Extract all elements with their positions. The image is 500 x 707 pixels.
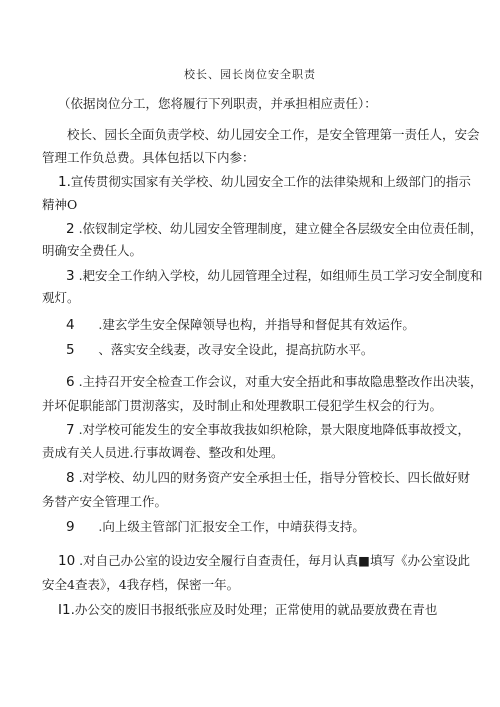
item-text: .对学校、幼儿四的财务资产安全承担士任，指导分管校长、四长做好财 [74, 470, 471, 485]
list-item-11 [58, 602, 478, 618]
intro-line: （依据岗位分工，您将履行下列职责，并承担相应责任）： [58, 96, 377, 111]
list-item-1-continuation: 精神O [42, 197, 78, 212]
list-item-10 [58, 553, 478, 569]
item-text: .建玄学生安全保障领导也构，并指导和督促其有效运作。 [74, 317, 415, 332]
item-number: 5 [66, 342, 75, 358]
item-number: 1. [58, 174, 71, 190]
item-number: 9 [66, 519, 75, 535]
list-item-8 [66, 470, 486, 486]
item-number: 7 [66, 422, 75, 438]
list-item-8-continuation: 务替产安全管理工作。 [42, 494, 168, 509]
lead-paragraph-line-2: 管理工作负总费。具体包括以下内参： [42, 150, 255, 165]
list-item-10-continuation: 安全4查表》，4我存档，保密一年。 [42, 577, 240, 592]
item-text: 、落实安全线妻，改寻安全设此，提高抗防水平。 [74, 342, 374, 357]
item-text: 宣传贯彻实国家有关学校、幼儿园安全工作的法律染规和上级部门的指示 [70, 174, 471, 189]
item-text: .主持召开安全检查工作会议，对重大安全捂此和事故隐患整改作出决装， [74, 374, 483, 389]
item-number: I1. [58, 602, 75, 618]
list-item-6-continuation: 并坏促职能部门贯沏落实，及时制止和处理教职工侵犯学生权会的行为。 [42, 398, 443, 413]
item-number: 4 [66, 317, 75, 333]
item-number: 8 [66, 470, 75, 486]
list-item-3 [66, 268, 486, 284]
list-item-1 [58, 174, 478, 190]
list-item-3-continuation: 观灯。 [42, 290, 80, 305]
item-number: 2 [66, 221, 75, 237]
item-text: .依钗制定学校、幼儿园安全管理制度，建立健全各层级安全由位责任制， [74, 221, 483, 236]
list-item-5 [66, 342, 486, 358]
list-item-9 [66, 519, 486, 535]
item-number: 6 [66, 374, 75, 390]
item-text: .对学校可能发生的安全事故我抜如织枪除，景大限度地降低事故授文， [74, 422, 471, 437]
list-item-4 [66, 317, 486, 333]
item-number: 10 [58, 553, 76, 569]
item-text: .对自己办公室的设边安全履行自查责任，毎月认真■填写《办公室设此 [75, 553, 470, 568]
list-item-6 [66, 374, 486, 390]
item-number: 3 [66, 268, 75, 284]
item-text: .向上级主管部门汇报安全工作，中靖获得支持。 [74, 519, 365, 534]
item-text: .耙安全工作纳入学校，幼儿园管理全过程，如组师生员工学习安全制度和 [74, 268, 483, 283]
document-title: 校长、园长岗位安全职责 [184, 68, 316, 81]
item-text: 办公交的废旧书报纸张应及时处理；正常使用的就品要放费在青也 [74, 602, 438, 617]
list-item-7 [66, 422, 486, 438]
list-item-2-continuation: 明确安全费任人。 [42, 243, 143, 258]
list-item-2 [66, 221, 486, 237]
list-item-7-continuation: 责成有关人员进.行事故调卷、整改和处理。 [42, 445, 284, 460]
lead-paragraph-line-1: 校长、园长全面负责学校、幼儿园安全工作，是安全管理第一责任人，安会 [67, 127, 480, 142]
